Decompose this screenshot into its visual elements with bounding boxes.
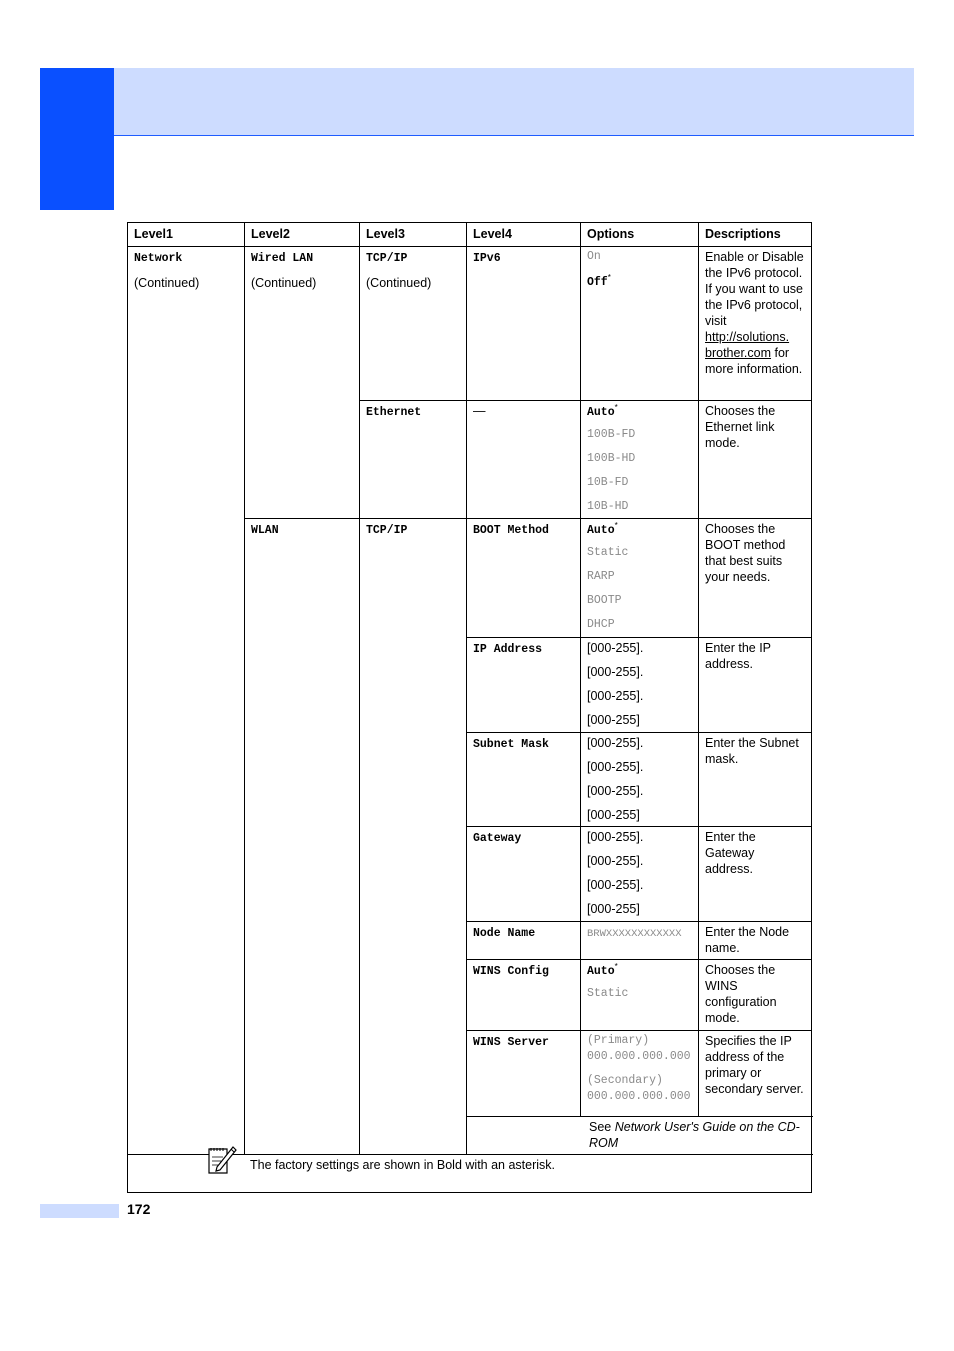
desc-boot: Chooses the BOOT method that best suits your needs. xyxy=(699,519,812,638)
options-wins-server xyxy=(581,1031,699,1117)
chapter-tab-marker xyxy=(40,68,114,210)
table-header-row xyxy=(128,223,812,247)
option-node-name: BRWXXXXXXXXXXXX xyxy=(587,928,682,940)
desc-subnet: Enter the Subnet mask. xyxy=(699,733,812,827)
level4-dash: — xyxy=(473,404,486,418)
level4-boot-method xyxy=(467,519,581,638)
level3-tcpip-name: TCP/IP xyxy=(366,252,408,265)
solutions-link-part1[interactable]: http://solutions. xyxy=(705,330,790,344)
option-off-label: Off xyxy=(587,276,608,289)
desc-ethernet: Chooses the Ethernet link mode. xyxy=(699,401,812,519)
option-off-default xyxy=(587,273,692,289)
level4-wins-config xyxy=(467,960,581,1031)
page-number: 172 xyxy=(127,1201,151,1217)
level1-cell xyxy=(128,247,245,1155)
option-10b-hd: 10B-HD xyxy=(587,500,629,513)
options-ip xyxy=(581,638,699,733)
header-level3: Level3 xyxy=(360,223,467,247)
factory-note-text: The factory settings are shown in Bold with an asterisk. xyxy=(250,1158,556,1172)
header-descriptions: Descriptions xyxy=(699,223,812,247)
options-wins-config xyxy=(581,960,699,1031)
see-guide-title: Network User's Guide on the CD-ROM xyxy=(589,1120,800,1150)
option-100b-fd: 100B-FD xyxy=(587,428,636,441)
desc-wins-config: Chooses the WINS configuration mode. xyxy=(699,960,812,1031)
header-options: Options xyxy=(581,223,699,247)
option-primary-value: 000.000.000.000 xyxy=(587,1050,691,1063)
menu-settings-table xyxy=(127,222,812,1193)
options-subnet xyxy=(581,733,699,827)
level2-wired-cell xyxy=(245,247,360,519)
option-octet: [000-255]. xyxy=(587,736,644,750)
option-secondary-label: (Secondary) xyxy=(587,1074,663,1087)
option-octet: [000-255] xyxy=(587,713,640,727)
option-on: On xyxy=(587,250,601,263)
level3-wlan-tcpip-name: TCP/IP xyxy=(366,524,408,537)
level4-gateway xyxy=(467,827,581,922)
option-10b-fd: 10B-FD xyxy=(587,476,629,489)
table-row xyxy=(128,247,812,401)
desc-gateway: Enter the Gateway address. xyxy=(699,827,812,922)
level2-wired-name: Wired LAN xyxy=(251,252,314,265)
level3-continued: (Continued) xyxy=(366,276,432,290)
default-asterisk: * xyxy=(614,402,618,412)
header-level4: Level4 xyxy=(467,223,581,247)
desc-ipv6 xyxy=(699,247,812,401)
options-ipv6 xyxy=(581,247,699,401)
desc-wins-server: Specifies the IP address of the primary or secondary server. xyxy=(699,1031,812,1117)
level4-wins-server xyxy=(467,1031,581,1117)
option-100b-hd: 100B-HD xyxy=(587,452,636,465)
options-node xyxy=(581,922,699,960)
option-octet: [000-255]. xyxy=(587,854,644,868)
level4-subnet-mask xyxy=(467,733,581,827)
level1-continued: (Continued) xyxy=(134,276,200,290)
level4-node-label: Node Name xyxy=(473,927,536,940)
page-number-bar xyxy=(40,1204,119,1218)
see-guide-cell xyxy=(467,1117,812,1155)
option-static: Static xyxy=(587,987,629,1000)
solutions-link-part2[interactable]: brother.com xyxy=(705,346,772,360)
option-auto-label: Auto xyxy=(587,524,615,537)
option-octet: [000-255]. xyxy=(587,878,644,892)
option-octet: [000-255]. xyxy=(587,665,644,679)
desc-ipv6-tail: for more information. xyxy=(705,346,803,376)
level4-wins-server-label: WINS Server xyxy=(473,1036,549,1049)
page-header-band xyxy=(114,68,914,136)
level4-ipv6 xyxy=(467,247,581,401)
level4-subnet-label: Subnet Mask xyxy=(473,738,549,751)
option-primary-label: (Primary) xyxy=(587,1034,650,1047)
desc-ipv6-text: Enable or Disable the IPv6 protocol. If you want to use the IPv6 protocol, visit xyxy=(705,250,804,328)
default-asterisk: * xyxy=(607,272,611,282)
options-boot xyxy=(581,519,699,638)
level1-name: Network xyxy=(134,252,183,265)
level2-wlan-cell xyxy=(245,519,360,1155)
header-level1: Level1 xyxy=(128,223,245,247)
option-dhcp: DHCP xyxy=(587,618,615,631)
option-static: Static xyxy=(587,546,629,559)
option-octet: [000-255] xyxy=(587,808,640,822)
option-auto-default xyxy=(587,521,692,545)
option-secondary-value: 000.000.000.000 xyxy=(587,1090,691,1103)
option-octet: [000-255]. xyxy=(587,784,644,798)
level3-tcpip-cell xyxy=(360,247,467,401)
level3-wlan-tcpip-cell xyxy=(360,519,467,1155)
option-octet: [000-255]. xyxy=(587,760,644,774)
options-ethernet xyxy=(581,401,699,519)
option-octet: [000-255]. xyxy=(587,689,644,703)
options-gateway xyxy=(581,827,699,922)
level4-wins-config-label: WINS Config xyxy=(473,965,549,978)
level4-gateway-label: Gateway xyxy=(473,832,522,845)
option-octet: [000-255] xyxy=(587,902,640,916)
option-bootp: BOOTP xyxy=(587,594,622,607)
default-asterisk: * xyxy=(614,961,618,971)
level4-ipv6-label: IPv6 xyxy=(473,252,501,265)
option-auto-label: Auto xyxy=(587,965,615,978)
header-level2: Level2 xyxy=(245,223,360,247)
option-octet: [000-255]. xyxy=(587,641,644,655)
level4-ip-label: IP Address xyxy=(473,643,543,656)
note-pencil-icon xyxy=(207,1143,237,1175)
level2-continued: (Continued) xyxy=(251,276,317,290)
level4-ip-address xyxy=(467,638,581,733)
see-prefix: See xyxy=(589,1120,612,1134)
level4-boot-label: BOOT Method xyxy=(473,524,549,537)
option-auto-default xyxy=(587,403,692,427)
level3-ethernet-cell xyxy=(360,401,467,519)
default-asterisk: * xyxy=(614,520,618,530)
desc-node: Enter the Node name. xyxy=(699,922,812,960)
level3-ethernet-name: Ethernet xyxy=(366,406,422,419)
option-auto-label: Auto xyxy=(587,406,615,419)
desc-ip: Enter the IP address. xyxy=(699,638,812,733)
option-auto-default xyxy=(587,962,692,986)
level4-ethernet xyxy=(467,401,581,519)
option-rarp: RARP xyxy=(587,570,615,583)
level2-wlan-name: WLAN xyxy=(251,524,279,537)
level4-node-name xyxy=(467,922,581,960)
option-octet: [000-255]. xyxy=(587,830,644,844)
